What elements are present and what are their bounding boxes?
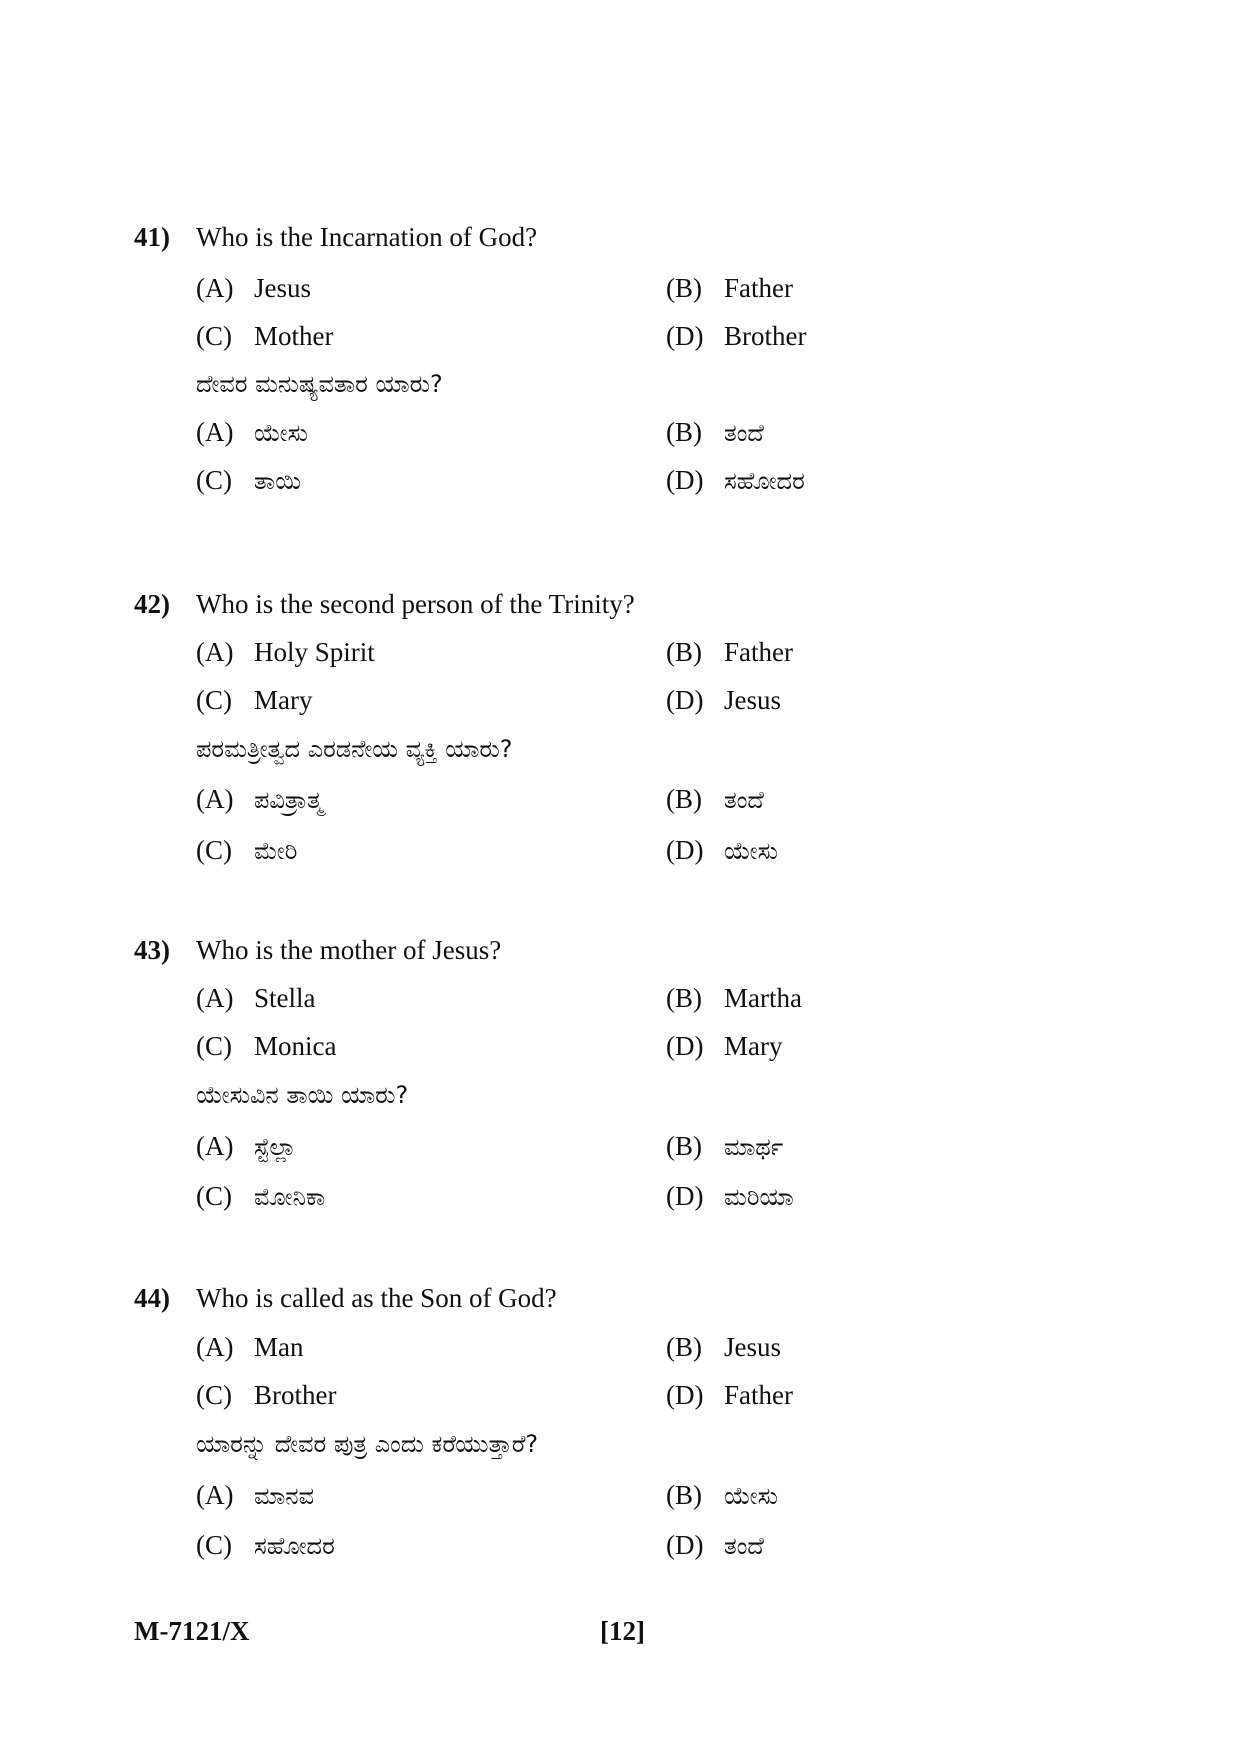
- kannada-option-b: (B) ಯೇಸು: [666, 1480, 778, 1510]
- question-number: 44): [134, 1283, 170, 1313]
- kannada-question-text: ದೇವರ ಮನುಷ್ಯವತಾರ ಯಾರು?: [196, 370, 443, 398]
- kannada-option-a: (A) ಯೇಸು: [196, 417, 308, 447]
- question-heading: [134, 222, 537, 253]
- paper-code: M-7121/X: [134, 1616, 250, 1646]
- kannada-option-row: [196, 1181, 1096, 1221]
- kannada-option-a: (A) ಪವಿತ್ರಾತ್ಮ: [196, 784, 324, 814]
- option-c: (C) Monica: [196, 1031, 337, 1061]
- kannada-option-row: [196, 1131, 1096, 1171]
- option-b: (B) Jesus: [666, 1332, 782, 1362]
- option-d: (D) Jesus: [666, 685, 782, 715]
- option-c: (C) Mary: [196, 685, 313, 715]
- option-row: [196, 321, 1096, 361]
- kannada-option-b: (B) ಮಾರ್ಥ: [666, 1131, 784, 1161]
- question-text: Who is the mother of Jesus?: [196, 935, 502, 965]
- question-text: Who is the second person of the Trinity?: [196, 589, 635, 619]
- kannada-option-row: [196, 835, 1096, 875]
- kannada-option-row: [196, 1480, 1096, 1520]
- option-a: (A) Jesus: [196, 273, 312, 303]
- option-b: (B) Father: [666, 273, 793, 303]
- kannada-option-row: [196, 784, 1096, 824]
- option-row: [196, 685, 1096, 725]
- kannada-question-text: ಯೇಸುವಿನ ತಾಯಿ ಯಾರು?: [196, 1081, 409, 1109]
- kannada-option-row: [196, 417, 1096, 457]
- option-row: [196, 983, 1096, 1023]
- option-a: (A) Man: [196, 1332, 304, 1362]
- option-b: (B) Martha: [666, 983, 802, 1013]
- question-number: 42): [134, 589, 170, 619]
- option-b: (B) Father: [666, 637, 793, 667]
- kannada-option-d: (D) ಮರಿಯಾ: [666, 1181, 794, 1211]
- kannada-option-row: [196, 465, 1096, 505]
- kannada-option-a: (A) ಮಾನವ: [196, 1480, 315, 1510]
- kannada-option-a: (A) ಸ್ಟೆಲ್ಲಾ: [196, 1131, 297, 1161]
- question-number: 43): [134, 935, 170, 965]
- option-row: [196, 637, 1096, 677]
- kannada-option-d: (D) ಸಹೋದರ: [666, 465, 805, 495]
- option-d: (D) Mary: [666, 1031, 783, 1061]
- kannada-option-d: (D) ಯೇಸು: [666, 835, 778, 865]
- option-c: (C) Brother: [196, 1380, 337, 1410]
- question-heading: [134, 589, 635, 620]
- option-row: [196, 1380, 1096, 1420]
- kannada-question-text: ಯಾರನ್ನು ದೇವರ ಪುತ್ರ ಎಂದು ಕರೆಯುತ್ತಾರೆ?: [196, 1430, 539, 1458]
- option-c: (C) Mother: [196, 321, 334, 351]
- question-text: Who is the Incarnation of God?: [196, 222, 538, 252]
- kannada-option-b: (B) ತಂದೆ: [666, 417, 764, 447]
- option-row: [196, 273, 1096, 313]
- kannada-question-text: ಪರಮತ್ರೀತ್ವದ ಎರಡನೇಯ ವ್ಯಕ್ತಿ ಯಾರು?: [196, 735, 513, 763]
- option-row: [196, 1332, 1096, 1372]
- question-number: 41): [134, 222, 170, 252]
- option-a: (A) Stella: [196, 983, 316, 1013]
- page-number: [12]: [600, 1616, 645, 1646]
- question-text: Who is called as the Son of God?: [196, 1283, 557, 1313]
- kannada-option-c: (C) ಮೇರಿ: [196, 835, 298, 865]
- kannada-option-row: [196, 1530, 1096, 1570]
- kannada-option-c: (C) ಸಹೋದರ: [196, 1530, 335, 1560]
- kannada-option-b: (B) ತಂದೆ: [666, 784, 764, 814]
- question-heading: [134, 1283, 557, 1314]
- option-a: (A) Holy Spirit: [196, 637, 375, 667]
- kannada-option-c: (C) ತಾಯಿ: [196, 465, 301, 495]
- option-d: (D) Brother: [666, 321, 807, 351]
- option-d: (D) Father: [666, 1380, 793, 1410]
- kannada-option-d: (D) ತಂದೆ: [666, 1530, 764, 1560]
- kannada-option-c: (C) ಮೋನಿಕಾ: [196, 1181, 326, 1211]
- question-heading: [134, 935, 501, 966]
- option-row: [196, 1031, 1096, 1071]
